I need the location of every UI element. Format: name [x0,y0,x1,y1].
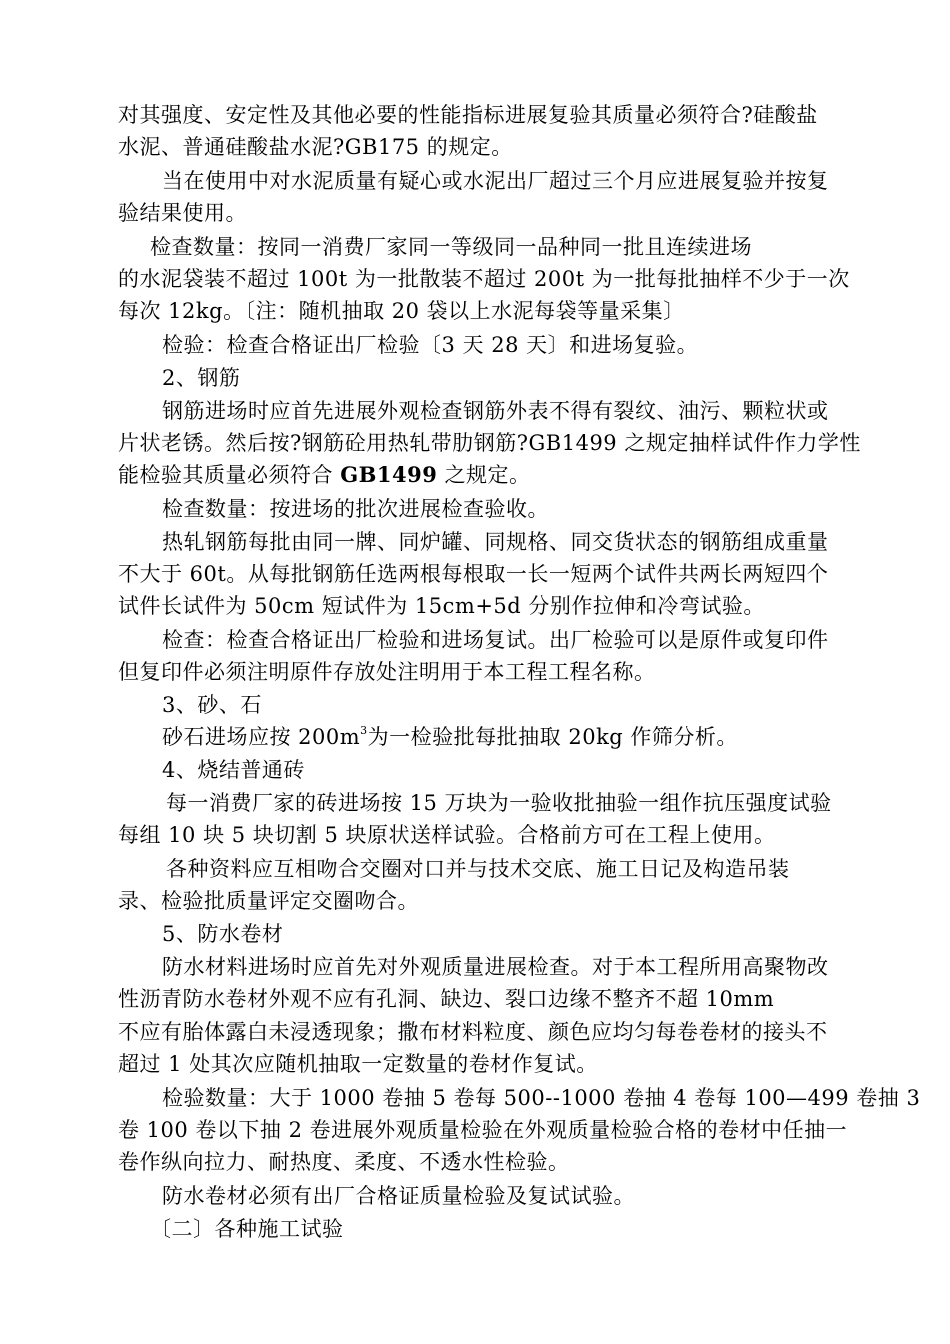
text-line: 不大于 60t。从每批钢筋任选两根每根取一长一短两个试件共两长两短四个 [118,562,829,586]
text-line: 防水材料进场时应首先对外观质量进展检查。对于本工程所用高聚物改 [162,955,829,979]
text-line: 卷 100 卷以下抽 2 卷进展外观质量检验在外观质量检验合格的卷材中任抽一 [118,1118,848,1142]
text-line: 检查数量：按进场的批次进展检查验收。 [162,497,549,521]
text-line: 检验：检查合格证出厂检验〔3 天 28 天〕和进场复验。 [162,333,699,357]
text-line: 检查：检查合格证出厂检验和进场复试。出厂检验可以是原件或复印件 [162,628,829,652]
text-line: 热轧钢筋每批由同一牌、同炉罐、同规格、同交货状态的钢筋组成重量 [162,530,829,554]
text-line: 防水卷材必须有出厂合格证质量检验及复试试验。 [162,1184,635,1208]
text-line: 性沥青防水卷材外观不应有孔洞、缺边、裂口边缘不整齐不超 10mm [118,987,775,1011]
section-heading: 〔二〕各种施工试验 [150,1217,344,1241]
text-span: 为一检验批每批抽取 20kg 作筛分析。 [367,725,738,749]
text-line: 当在使用中对水泥质量有疑心或水泥出厂超过三个月应进展复验并按复 [162,169,829,193]
text-line: 水泥、普通硅酸盐水泥?GB175 的规定。 [118,135,513,159]
text-line: 不应有胎体露白未浸透现象；撒布材料粒度、颜色应均匀每卷卷材的接头不 [118,1020,828,1044]
text-line: 检验数量：大于 1000 卷抽 5 卷每 500--1000 卷抽 4 卷每 100—499 卷抽 3 [162,1086,921,1110]
text-line: 录、检验批质量评定交圈吻合。 [118,889,419,913]
text-line: 试件长试件为 50cm 短试件为 15cm+5d 分别作拉伸和冷弯试验。 [118,594,765,618]
text-line: 每次 12kg。〔注：随机抽取 20 袋以上水泥每袋等量采集〕 [118,299,685,323]
text-line: 每组 10 块 5 块切割 5 块原状送样试验。合格前方可在工程上使用。 [118,823,776,847]
text-line: 超过 1 处其次应随机抽取一定数量的卷材作复试。 [118,1052,598,1076]
text-line: 各种资料应互相吻合交圈对口并与技术交底、施工日记及构造吊装 [166,857,790,881]
text-line: 验结果使用。 [118,201,247,225]
text-span: 能检验其质量必须符合 [118,463,333,487]
text-line: 对其强度、安定性及其他必要的性能指标进展复验其质量必须符合?硅酸盐 [118,103,818,127]
section-heading: 5、防水卷材 [162,922,284,946]
text-span: 砂石进场应按 200m [162,725,361,749]
text-line [162,724,738,750]
section-heading: 3、砂、石 [162,693,262,717]
text-line: 的水泥袋装不超过 100t 为一批散装不超过 200t 为一批每批抽样不少于一次 [118,267,850,291]
text-line: 片状老锈。然后按?钢筋砼用热轧带肋钢筋?GB1499 之规定抽样试件作力学性 [118,431,861,455]
text-line: 卷作纵向拉力、耐热度、柔度、不透水性检验。 [118,1150,570,1174]
text-span: 之规定。 [444,463,531,487]
text-line: 检查数量：按同一消费厂家同一等级同一品种同一批且连续进场 [150,235,752,259]
text-line [118,462,531,488]
section-heading: 4、烧结普通砖 [162,758,305,782]
text-line: 钢筋进场时应首先进展外观检查钢筋外表不得有裂纹、油污、颗粒状或 [162,399,829,423]
section-heading: 2、钢筋 [162,366,241,390]
text-line: 每一消费厂家的砖进场按 15 万块为一验收批抽验一组作抗压强度试验 [166,791,832,815]
text-line: 但复印件必须注明原件存放处注明用于本工程工程名称。 [118,660,656,684]
superscript: 3 [360,724,368,737]
standard-code: GB1499 [340,462,438,487]
